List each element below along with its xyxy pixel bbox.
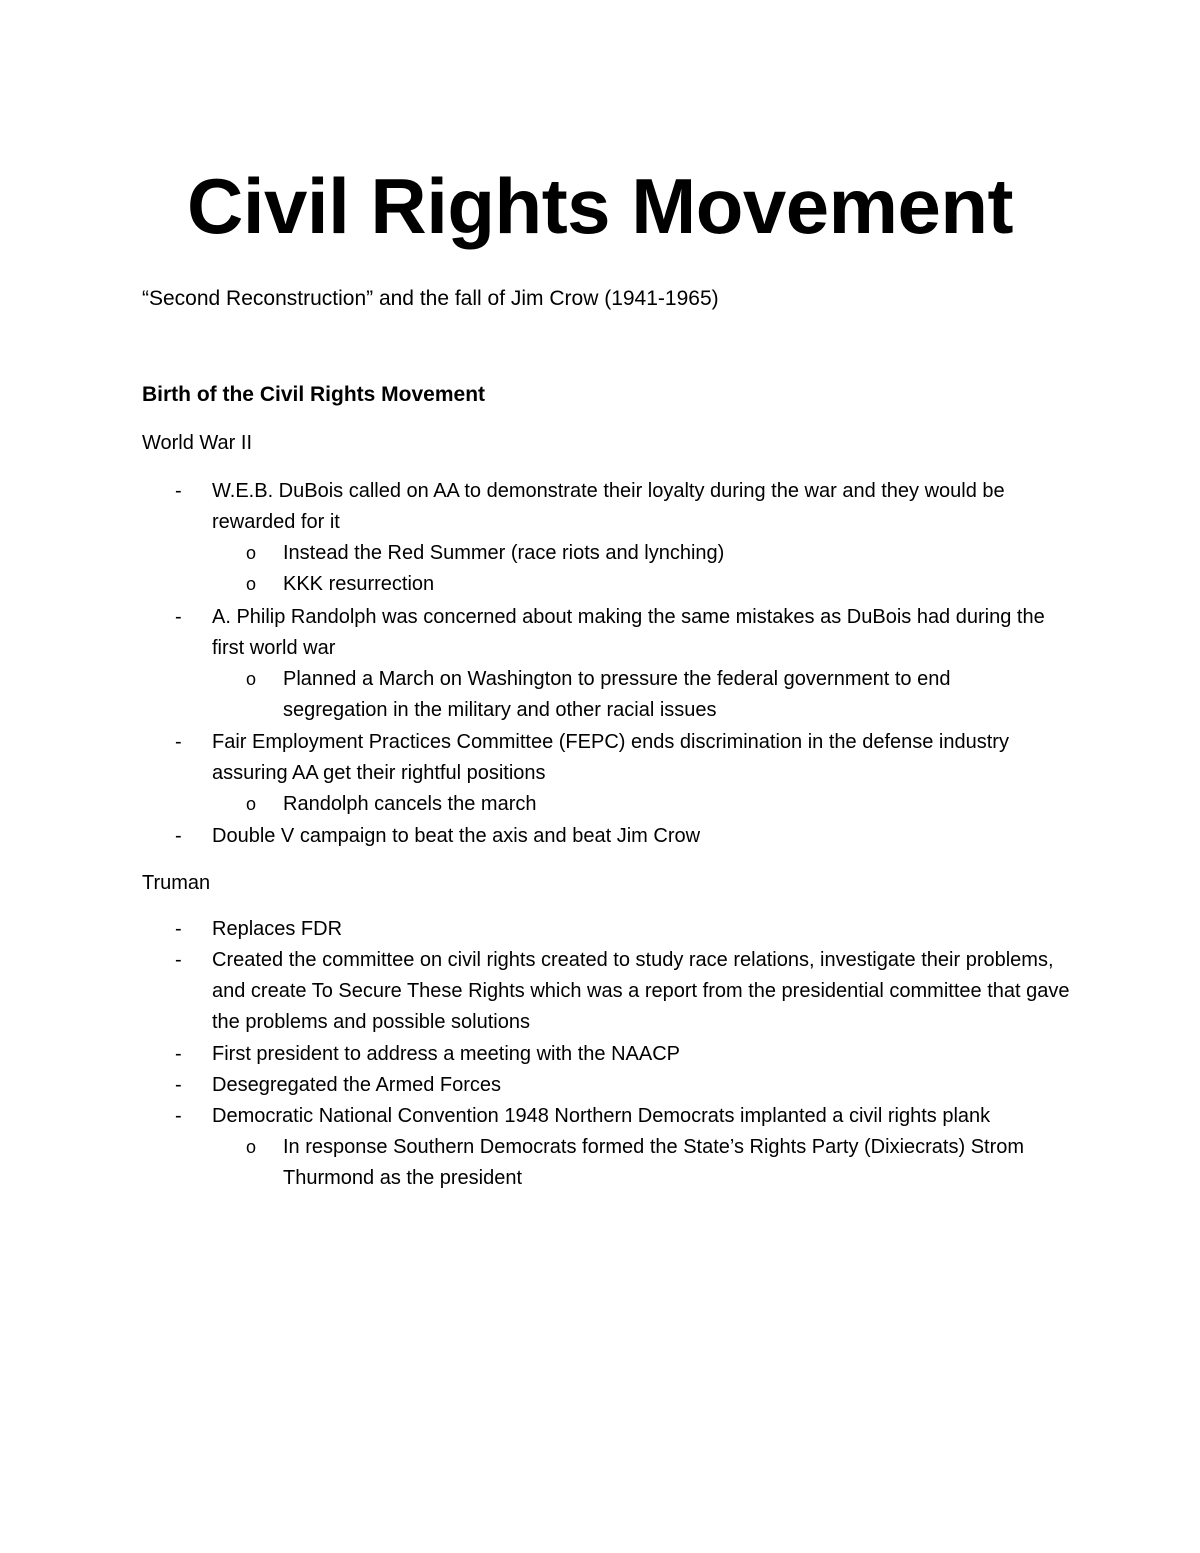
- group-label-wwii: World War II: [142, 432, 253, 454]
- bullet-circle: o: [246, 543, 257, 563]
- bullet-dash: -: [175, 1105, 182, 1127]
- sub-list-item: KKK resurrection: [283, 573, 435, 595]
- list-item: W.E.B. DuBois called on AA to demonstrate their loyalty during the war and they would be rewarded for it: [212, 480, 1005, 533]
- sub-list-item: Randolph cancels the march: [283, 793, 537, 815]
- sub-list-item: Planned a March on Washington to pressure the federal government to end segregation in the military and other racial issues: [283, 668, 951, 721]
- list-item: Democratic National Convention 1948 Northern Democrats implanted a civil rights plank: [212, 1105, 991, 1127]
- bullet-circle: o: [246, 1137, 257, 1157]
- list-item: First president to address a meeting with the NAACP: [212, 1043, 680, 1065]
- list-item: Double V campaign to beat the axis and beat Jim Crow: [212, 825, 701, 847]
- sub-list-item: In response Southern Democrats formed the State’s Rights Party (Dixiecrats) Strom Thurmond as the president: [283, 1136, 1025, 1189]
- bullet-dash: -: [175, 1074, 182, 1096]
- bullet-circle: o: [246, 669, 257, 689]
- page-title: Civil Rights Movement: [187, 162, 1013, 250]
- page-subtitle: “Second Reconstruction” and the fall of Jim Crow (1941-1965): [142, 287, 719, 310]
- list-item: Desegregated the Armed Forces: [212, 1074, 502, 1096]
- section-heading: Birth of the Civil Rights Movement: [142, 383, 486, 406]
- list-item: Fair Employment Practices Committee (FEPC) ends discrimination in the defense industry assuring AA get their rightful positions: [212, 731, 1009, 784]
- list-item: A. Philip Randolph was concerned about making the same mistakes as DuBois had during the first world war: [212, 606, 1045, 659]
- bullet-dash: -: [175, 606, 182, 628]
- bullet-dash: -: [175, 949, 182, 971]
- bullet-dash: -: [175, 825, 182, 847]
- sub-list-item: Instead the Red Summer (race riots and lynching): [283, 542, 725, 564]
- list-item: Created the committee on civil rights created to study race relations, investigate their problems, and create To Secure These Rights which was a report from the presidential committee that gave the problems and possible solutions: [212, 949, 1070, 1033]
- bullet-dash: -: [175, 918, 182, 940]
- bullet-dash: -: [175, 480, 182, 502]
- bullet-circle: o: [246, 794, 257, 814]
- group-label-truman: Truman: [142, 872, 211, 894]
- bullet-dash: -: [175, 731, 182, 753]
- list-item: Replaces FDR: [212, 918, 343, 940]
- bullet-dash: -: [175, 1043, 182, 1065]
- bullet-circle: o: [246, 574, 257, 594]
